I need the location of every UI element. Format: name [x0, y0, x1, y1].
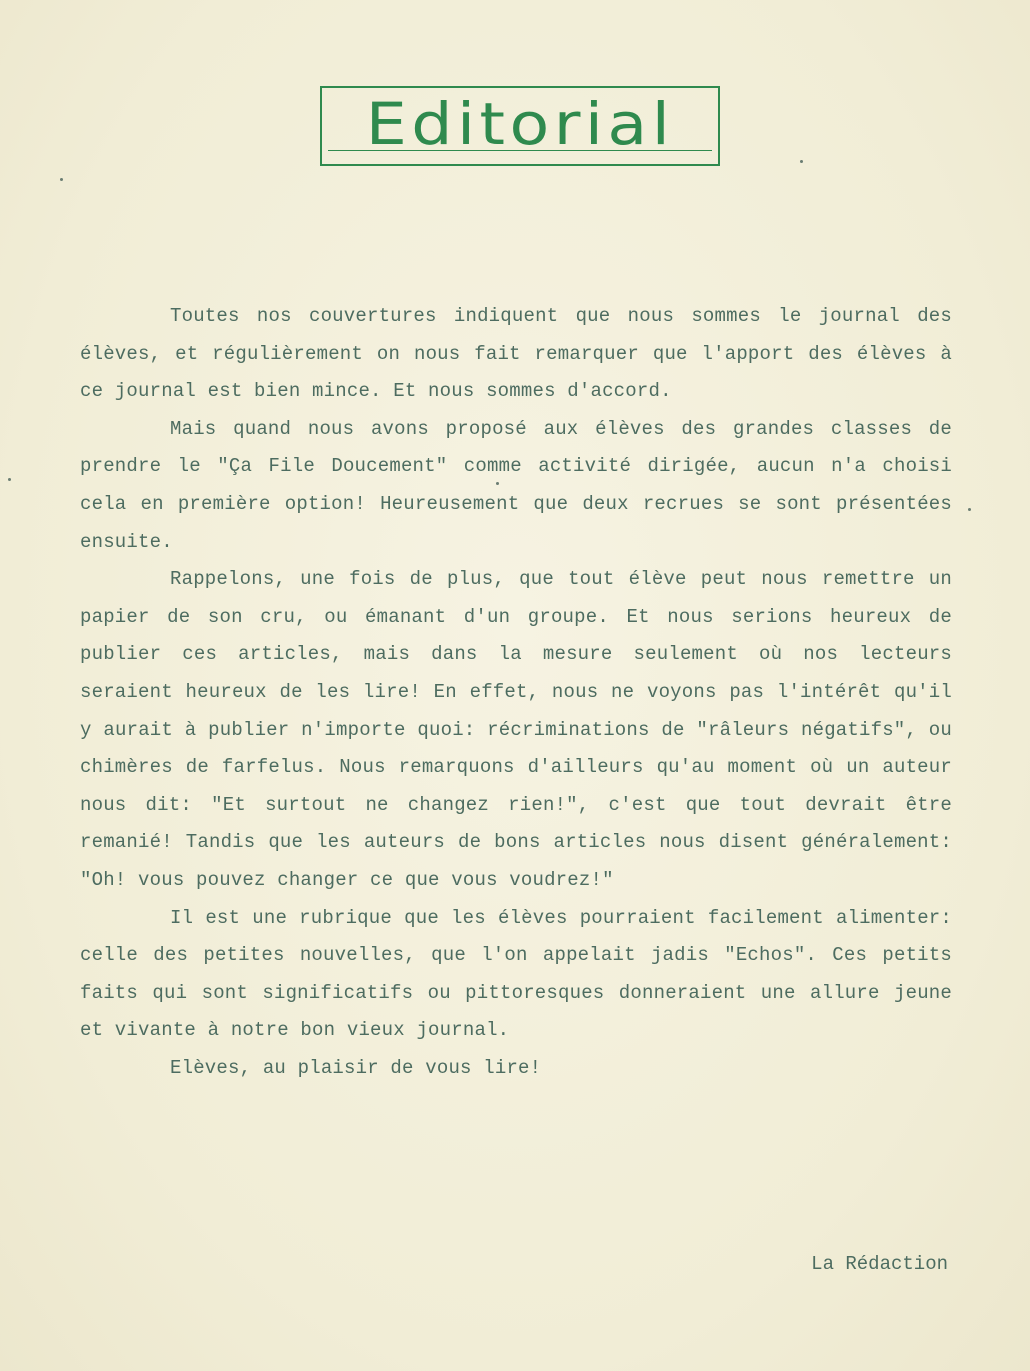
paragraph: Mais quand nous avons proposé aux élèves des grandes classes de prendre le "Ça File Doucement" comme activité dirigée, aucun n'a choisi cela en première option! Heureusement que deux recrues se sont présentées ensuite. — [80, 417, 952, 553]
paragraph: Toutes nos couvertures indiquent que nous sommes le journal des élèves, et régulièrement on nous fait remarquer que l'apport des élèves à ce journal est bien mince. Et nous sommes d'accord. — [80, 305, 952, 403]
paragraph: Rappelons, une fois de plus, que tout élève peut nous remettre un papier de son cru, ou émanant d'un groupe. Et nous serions heureux de publier ces articles, mais dans la mesure seulement où nos lecteurs seraient heureux de les lire! En effet, nous ne voyons pas l'intérêt qu'il y aurait à publier n'importe quoi: récriminations de "râleurs négatifs", ou chimères de farfelus. Nous remarquons d'ailleurs qu'au moment où un auteur nous dit: "Et surtout ne changez rien!", c'est que tout devrait être remanié! Tandis que les auteurs de bons articles nous disent généralement: "Oh! vous pouvez changer ce que vous voudrez!" — [80, 568, 952, 891]
ink-speck — [60, 178, 63, 181]
paragraph: Elèves, au plaisir de vous lire! — [170, 1056, 542, 1079]
ink-speck — [8, 478, 11, 481]
paragraph: Il est une rubrique que les élèves pourraient facilement alimenter: celle des petites nouvelles, que l'on appelait jadis "Echos". Ces petits faits qui sont significatifs ou pittoresques donneraient une allure jeune et vivante à notre bon vieux journal. — [80, 906, 952, 1042]
ink-speck — [968, 508, 971, 511]
signature: La Rédaction — [811, 1253, 948, 1275]
ink-speck — [496, 482, 499, 485]
page-title: Editorial — [365, 90, 675, 158]
title-frame — [320, 86, 720, 166]
ink-speck — [800, 160, 803, 163]
editorial-body — [80, 298, 952, 1087]
